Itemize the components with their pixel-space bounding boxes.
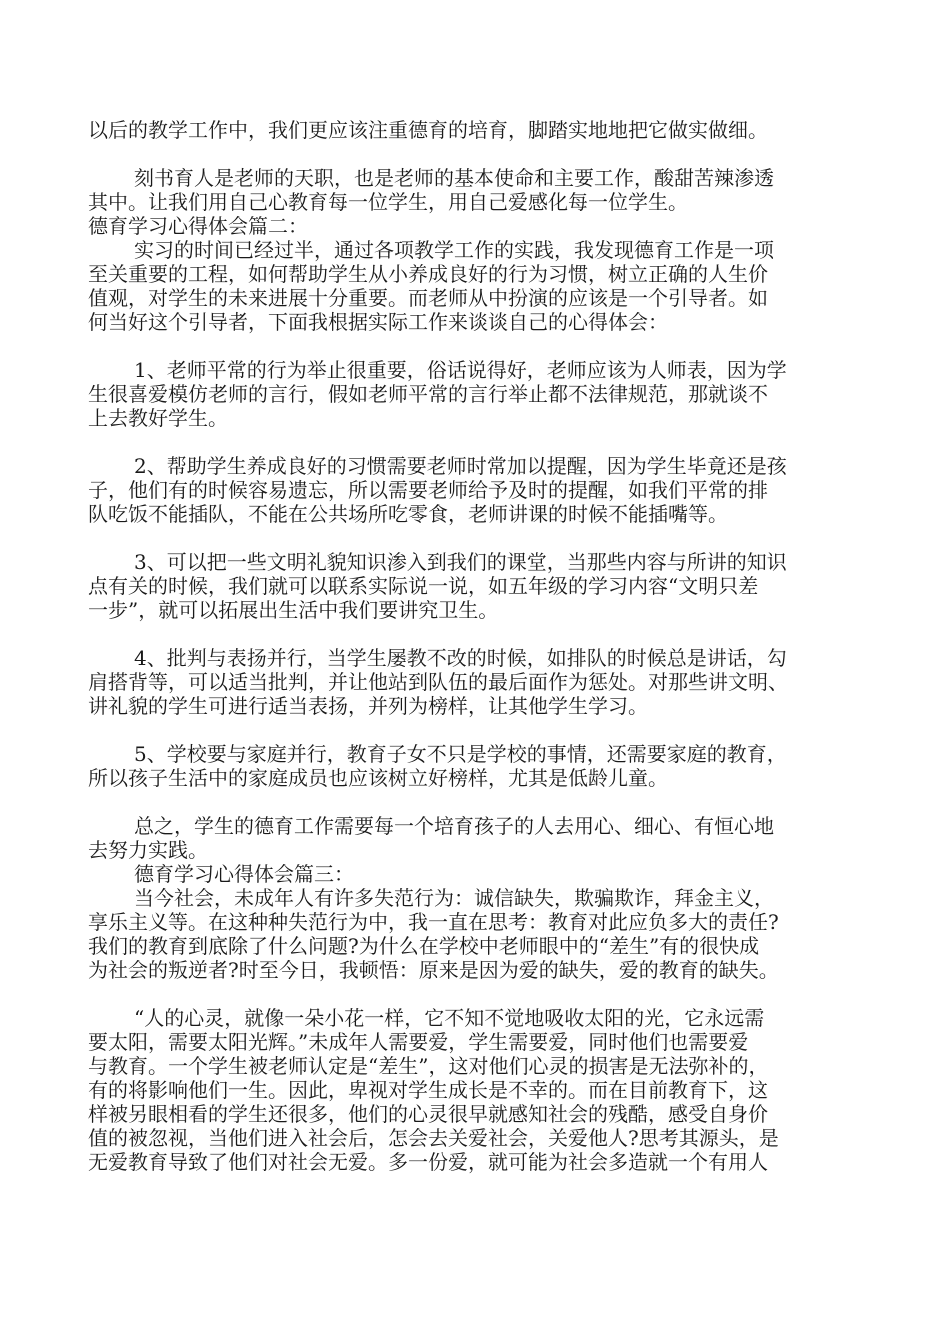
text-line: 至关重要的工程，如何帮助学生从小养成良好的行为习惯，树立正确的人生价 (88, 262, 768, 286)
text-line: 去努力实践。 (88, 838, 208, 862)
text-line: 队吃饭不能插队，不能在公共场所吃零食，老师讲课的时候不能插嘴等。 (88, 502, 728, 526)
paragraph-spacer (88, 334, 863, 358)
text-line: 实习的时间已经过半，通过各项教学工作的实践，我发现德育工作是一项 (134, 238, 774, 262)
text-line: 一步”，就可以拓展出生活中我们要讲究卫生。 (88, 598, 499, 622)
document-page (88, 118, 863, 1174)
paragraph (88, 358, 863, 430)
text-line: 德育学习心得体会篇二： (88, 214, 308, 238)
text-line: 值观，对学生的未来进展十分重要。而老师从中扮演的应该是一个引导者。如 (88, 286, 768, 310)
text-line: 何当好这个引导者，下面我根据实际工作来谈谈自己的心得体会： (88, 310, 668, 334)
paragraph (88, 886, 863, 982)
text-line: 点有关的时候，我们就可以联系实际说一说，如五年级的学习内容“文明只差 (88, 574, 759, 598)
text-line: 享乐主义等。在这种种失范行为中，我一直在思考：教育对此应负多大的责任? (88, 910, 779, 934)
text-line: “人的心灵，就像一朵小花一样，它不知不觉地吸收太阳的光，它永远需 (134, 1006, 765, 1030)
text-line: 与教育。一个学生被老师认定是“差生”，这对他们心灵的损害是无法弥补的， (88, 1054, 769, 1078)
paragraph (88, 238, 863, 334)
text-line: 上去教好学生。 (88, 406, 228, 430)
paragraph (88, 742, 863, 790)
text-line: 无爱教育导致了他们对社会无爱。多一份爱，就可能为社会多造就一个有用人 (88, 1150, 768, 1174)
text-line: 样被另眼相看的学生还很多，他们的心灵很早就感知社会的残酷，感受自身价 (88, 1102, 768, 1126)
text-line: 4、批判与表扬并行，当学生屡教不改的时候，如排队的时候总是讲话，勾 (134, 646, 787, 670)
paragraph-spacer (88, 622, 863, 646)
text-line: 2、帮助学生养成良好的习惯需要老师时常加以提醒，因为学生毕竟还是孩 (134, 454, 787, 478)
text-line: 当今社会，未成年人有许多失范行为：诚信缺失，欺骗欺诈，拜金主义， (134, 886, 774, 910)
paragraph-spacer (88, 982, 863, 1006)
text-line: 3、可以把一些文明礼貌知识渗入到我们的课堂，当那些内容与所讲的知识 (134, 550, 787, 574)
paragraph (88, 1006, 863, 1174)
text-line: 5、学校要与家庭并行，教育子女不只是学校的事情，还需要家庭的教育， (134, 742, 787, 766)
text-line: 为社会的叛逆者?时至今日，我顿悟：原来是因为爱的缺失，爱的教育的缺失。 (88, 958, 779, 982)
paragraph (88, 214, 863, 238)
text-line: 1、老师平常的行为举止很重要，俗话说得好，老师应该为人师表，因为学 (134, 358, 787, 382)
text-line: 要太阳，需要太阳光辉。”未成年人需要爱，学生需要爱，同时他们也需要爱 (88, 1030, 749, 1054)
text-line: 总之，学生的德育工作需要每一个培育孩子的人去用心、细心、有恒心地 (134, 814, 774, 838)
paragraph-spacer (88, 526, 863, 550)
paragraph-spacer (88, 790, 863, 814)
text-line: 肩搭背等，可以适当批判，并让他站到队伍的最后面作为惩处。对那些讲文明、 (88, 670, 788, 694)
text-line: 值的被忽视，当他们进入社会后，怎会去关爱社会，关爱他人?思考其源头，是 (88, 1126, 779, 1150)
paragraph (88, 166, 863, 214)
text-line: 讲礼貌的学生可进行适当表扬，并列为榜样，让其他学生学习。 (88, 694, 648, 718)
paragraph-spacer (88, 142, 863, 166)
text-line: 其中。让我们用自己心教育每一位学生，用自己爱感化每一位学生。 (88, 190, 688, 214)
text-line: 我们的教育到底除了什么问题?为什么在学校中老师眼中的“差生”有的很快成 (88, 934, 760, 958)
text-line: 刻书育人是老师的天职，也是老师的基本使命和主要工作，酸甜苦辣渗透 (134, 166, 774, 190)
paragraph-spacer (88, 718, 863, 742)
paragraph (88, 454, 863, 526)
paragraph-spacer (88, 430, 863, 454)
text-line: 生很喜爱模仿老师的言行，假如老师平常的言行举止都不法律规范，那就谈不 (88, 382, 768, 406)
text-line: 所以孩子生活中的家庭成员也应该树立好榜样，尤其是低龄儿童。 (88, 766, 668, 790)
paragraph (88, 814, 863, 862)
text-line: 子，他们有的时候容易遗忘，所以需要老师给予及时的提醒，如我们平常的排 (88, 478, 768, 502)
paragraph (88, 862, 863, 886)
text-line: 有的将影响他们一生。因此，卑视对学生成长是不幸的。而在目前教育下，这 (88, 1078, 768, 1102)
paragraph (88, 550, 863, 622)
paragraph (88, 118, 863, 142)
text-line: 德育学习心得体会篇三： (134, 862, 354, 886)
paragraph (88, 646, 863, 718)
text-line: 以后的教学工作中，我们更应该注重德育的培育，脚踏实地地把它做实做细。 (88, 118, 768, 142)
